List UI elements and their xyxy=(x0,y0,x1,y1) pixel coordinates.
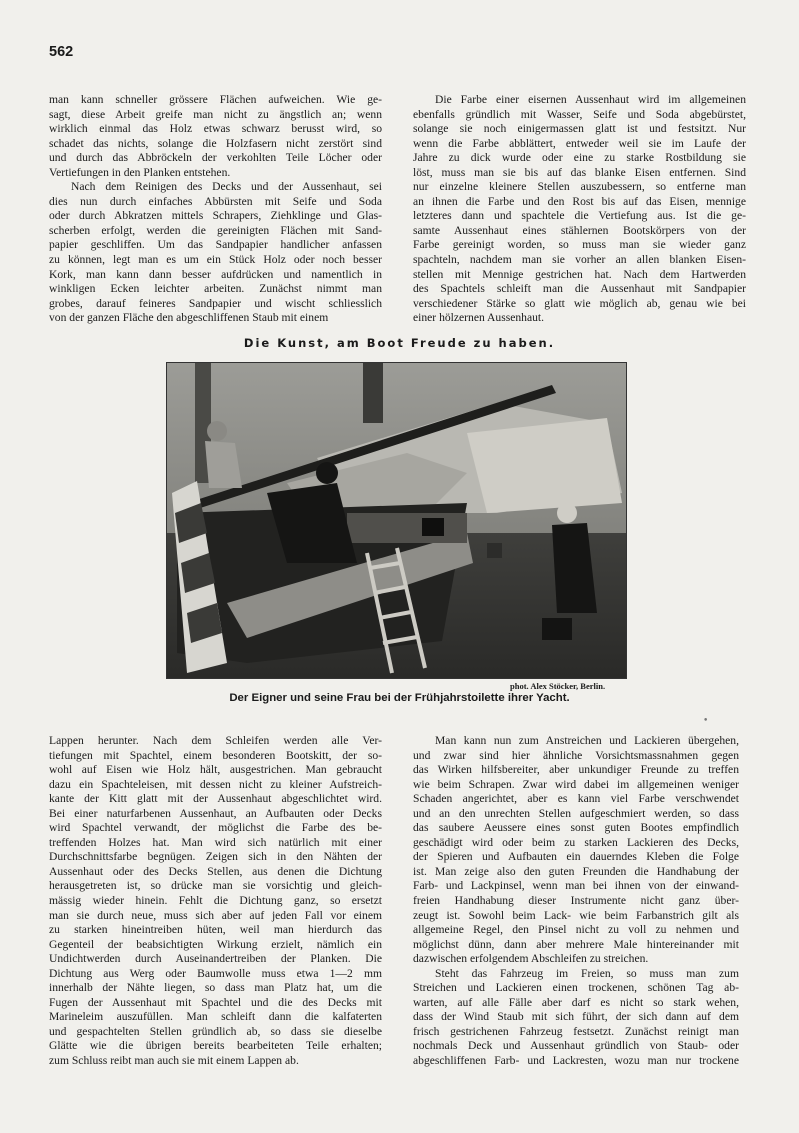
text-line: warten, auf alle Fälle aber darf es nicht so stark wehen, xyxy=(413,995,739,1009)
text-line: Durchschnittsfarbe begnügen. Zeigen sich in den Nähten der xyxy=(49,850,382,864)
text-line: schadet das nichts, solange die Holzfasern nicht zerstört sind xyxy=(49,136,382,150)
text-line: das Wirken hilfsbereiter, aber unkundiger Freunde zu treffen xyxy=(413,763,739,777)
photo-caption: Der Eigner und seine Frau bei der Frühjahrstoilette ihrer Yacht. xyxy=(229,692,570,704)
text-line: tiefungen mit Spachtel, einem besonderen Bootskitt, der so- xyxy=(49,748,382,762)
text-line: stellen mit Mennige gestrichen hat. Nach dem Hartwerden xyxy=(413,267,746,281)
text-line: scherben erfolgt, werden die gereinigten Flächen mit Sand- xyxy=(49,223,382,237)
text-line: von der ganzen Fläche den abgeschliffenen Staub mit einem xyxy=(49,311,329,325)
text-line: des Spachtels schleift man die Aussenhaut mit Sandpapier xyxy=(413,282,746,296)
text-line: zeugt ist. Sowohl beim Lack- wie beim Farbanstrich gilt als xyxy=(413,908,739,922)
text-line: dazwischen erfolgendem Abschleifen zu streichen. xyxy=(413,952,649,966)
text-line: innerhalb der Nähte liegen, so dass man Platz hat, um die xyxy=(49,981,382,995)
text-line: Nach dem Reinigen des Decks und der Aussenhaut, sei xyxy=(71,180,382,194)
text-line: Fugen der Aussenhaut mit Spachtel und die des Decks mit xyxy=(49,995,382,1009)
text-line: mässig wieder hinein. Fehlt die Dichtung ganz, so ersetzt xyxy=(49,894,382,908)
text-line: an ihnen die Farbe und den Rost bis auf das Eisen, mennige xyxy=(413,194,746,208)
text-line: und zwar sind hier ähnliche Vorsichtsmassnahmen gegen xyxy=(413,748,739,762)
text-line: Farbe gereinigt worden, so muss man sie wieder ganz xyxy=(413,238,746,252)
text-line: freien Handhabung dieser Instrumente nicht ganz über- xyxy=(413,894,739,908)
text-line: Die Farbe einer eisernen Aussenhaut wird im allgemeinen xyxy=(435,93,746,106)
text-line: Vertiefungen in den Planken entstehen. xyxy=(49,165,231,179)
text-line: ist. Man zeige also den guten Freunden die Handhabung der xyxy=(413,864,739,878)
text-line: wohl auf Eisen wie Holz hält, ausgestrichen. Man gebraucht xyxy=(49,763,382,777)
text-column-bottom-right xyxy=(413,734,739,1069)
text-line: das saubere Aeussere eines sonst guten Bootes empfindlich xyxy=(413,821,739,835)
text-line: Streichen und Lackieren einen trockenen, schönen Tag ab- xyxy=(413,981,739,995)
text-line: frisch gestrichenen Fahrzeug festsetzt. Zunächst reinigt man xyxy=(413,1024,739,1038)
margin-mark: • xyxy=(703,716,709,726)
text-line: zu starken hineintreiben hüten, weil man hierdurch das xyxy=(49,923,382,937)
text-line: Bei einer naturfarbenen Aussenhaut, an Aufbauten oder Decks xyxy=(49,806,382,820)
text-line: man kann schneller grössere Flächen aufweichen. Wie ge- xyxy=(49,93,382,106)
text-line: oder durch Abkratzen mittels Schrapers, Ziehklinge und Glas- xyxy=(49,209,382,223)
text-line: Glätte wie die übrigen bereits bearbeiteten Teile erhalten; xyxy=(49,1039,382,1053)
text-line: man sie durch neue, muss sich aber auf jeden Fall vor einem xyxy=(49,908,382,922)
text-line: und gespachtelten Stellen gründlich ab, so dass sie dieselbe xyxy=(49,1024,382,1038)
text-line: verschiedener Stärke so glatt wie möglich ab, genau wie bei xyxy=(413,296,746,310)
text-line: Undichtwerden durch Auseinandertreiben der Planken. Die xyxy=(49,952,382,966)
text-line: samte Aussenhaut eines stählernen Bootskörpers von der xyxy=(413,223,746,237)
text-line: dies nun durch einfaches Abbürsten mit Seife und Soda xyxy=(49,194,382,208)
text-line: sagt, diese Arbeit greife man nicht zu ängstlich an; wenn xyxy=(49,107,382,121)
photo-credit: phot. Alex Stöcker, Berlin. xyxy=(510,681,606,691)
text-line: winkligen Ecken leichter arbeiten. Zunächst nimmt man xyxy=(49,282,382,296)
text-line: grobes, darauf feineres Sandpapier und wischt schliesslich xyxy=(49,296,382,310)
text-line: Gegenteil der beabsichtigten Wirkung erzielt, nämlich ein xyxy=(49,937,382,951)
text-line: nochmals Deck und Aussenhaut gründlich von Staub- oder xyxy=(413,1039,739,1053)
text-line: Marineleim auszufüllen. Man schleift dann die kalfaterten xyxy=(49,1010,382,1024)
text-line: kante der Kitt glatt mit der Aussenhaut abgeschlichtet wird. xyxy=(49,792,382,806)
text-line: papier geschliffen. Um das Sandpapier handlicher anfassen xyxy=(49,238,382,252)
text-line: ebenfalls gründlich mit Wasser, Seife und Soda abgebürstet, xyxy=(413,107,746,121)
text-line: letzteres dann und spachtele die Vertiefung aus. Ist die ge- xyxy=(413,209,746,223)
text-line: einer hölzernen Aussenhaut. xyxy=(413,311,545,325)
page-number: 562 xyxy=(49,44,74,60)
text-line: Steht das Fahrzeug im Freien, so muss man zum xyxy=(435,966,739,980)
text-line: dass der Wind Staub mit sich führt, der sich dann auf dem xyxy=(413,1010,739,1024)
text-line: und an den unrechten Stellen aufgeschmiert werden, so dass xyxy=(413,806,739,820)
text-line: der Spieren und Aufbauten ein dauerndes Kleben die Folge xyxy=(413,850,739,864)
text-line: wenn die Farbe abblättert, entweder weil sie im Laufe der xyxy=(413,136,746,150)
text-line: Farb- und Lackpinsel, wenn man bei ihnen von der einwand- xyxy=(413,879,739,893)
text-line: spachteln, nachdem man sie vorher an allen blanken Eisen- xyxy=(413,253,746,267)
text-line: Kork, man kann dann besser aufdrücken und namentlich in xyxy=(49,267,382,281)
text-line: solange sie noch einigermassen glatt ist und festsitzt. Nur xyxy=(413,122,746,136)
text-line: löst, muss man sie bis auf das blanke Eisen entfernen. Sind xyxy=(413,165,746,179)
text-line: zum Schluss reibt man auch sie mit einem Lappen ab. xyxy=(49,1054,299,1068)
section-title: Die Kunst, am Boot Freude zu haben. xyxy=(243,336,556,350)
text-line: Man kann nun zum Anstreichen und Lackieren übergehen, xyxy=(435,734,739,747)
text-line: allgemeine Regel, den Pinsel nicht zu voll zu nehmen und xyxy=(413,923,739,937)
text-line: Lappen herunter. Nach dem Schleifen werden alle Ver- xyxy=(49,734,382,747)
text-line: Jahre zu dick wurde oder eine zu starke Rostbildung sie xyxy=(413,151,746,165)
text-line: und durch das Abbröckeln der verkohlten Teile Löcher oder xyxy=(49,151,382,165)
text-line: herausgetreten ist, so drücke man sie vorsichtig und gleich- xyxy=(49,879,382,893)
text-line: Dichtung aus Werg oder Baumwolle muss etwa 1—2 mm xyxy=(49,966,382,980)
text-line: Schaden angerichtet, aber es kann viel Farbe verschwendet xyxy=(413,792,739,806)
text-line: abgeschliffenen Farb- und Lackresten, wozu man nur trockene xyxy=(413,1054,739,1068)
text-line: möglichst dünn, dann aber mehrere Male hintereinander mit xyxy=(413,937,739,951)
boat-photograph xyxy=(166,362,627,679)
text-line: geschädigt wird oder beim zu starken Lackieren des Decks, xyxy=(413,835,739,849)
text-line: wirklich einmal das Holz etwas schwarz berusst wird, so xyxy=(49,122,382,136)
text-line: Aussenhaut oder des Decks Stellen, aus denen die Dichtung xyxy=(49,864,382,878)
text-line: treffenden Holzes hat. Man wird sich natürlich mit einer xyxy=(49,835,382,849)
text-line: dazu ein Spachteleisen, mit dessen nicht zu kleiner Aufstreich- xyxy=(49,777,382,791)
text-line: nur einzelne kleinere Stellen auszubessern, so entferne man xyxy=(413,180,746,194)
text-column-bottom-left xyxy=(49,734,382,1069)
text-column-top-left xyxy=(49,93,382,326)
text-line: wird Spachtel verwandt, der möglichst die Farbe des be- xyxy=(49,821,382,835)
text-column-top-right xyxy=(413,93,746,326)
text-line: wie beim Schrapen. Zwar wird dabei im allgemeinen weniger xyxy=(413,777,739,791)
text-line: zu können, legt man es um ein Stück Holz oder noch besser xyxy=(49,253,382,267)
